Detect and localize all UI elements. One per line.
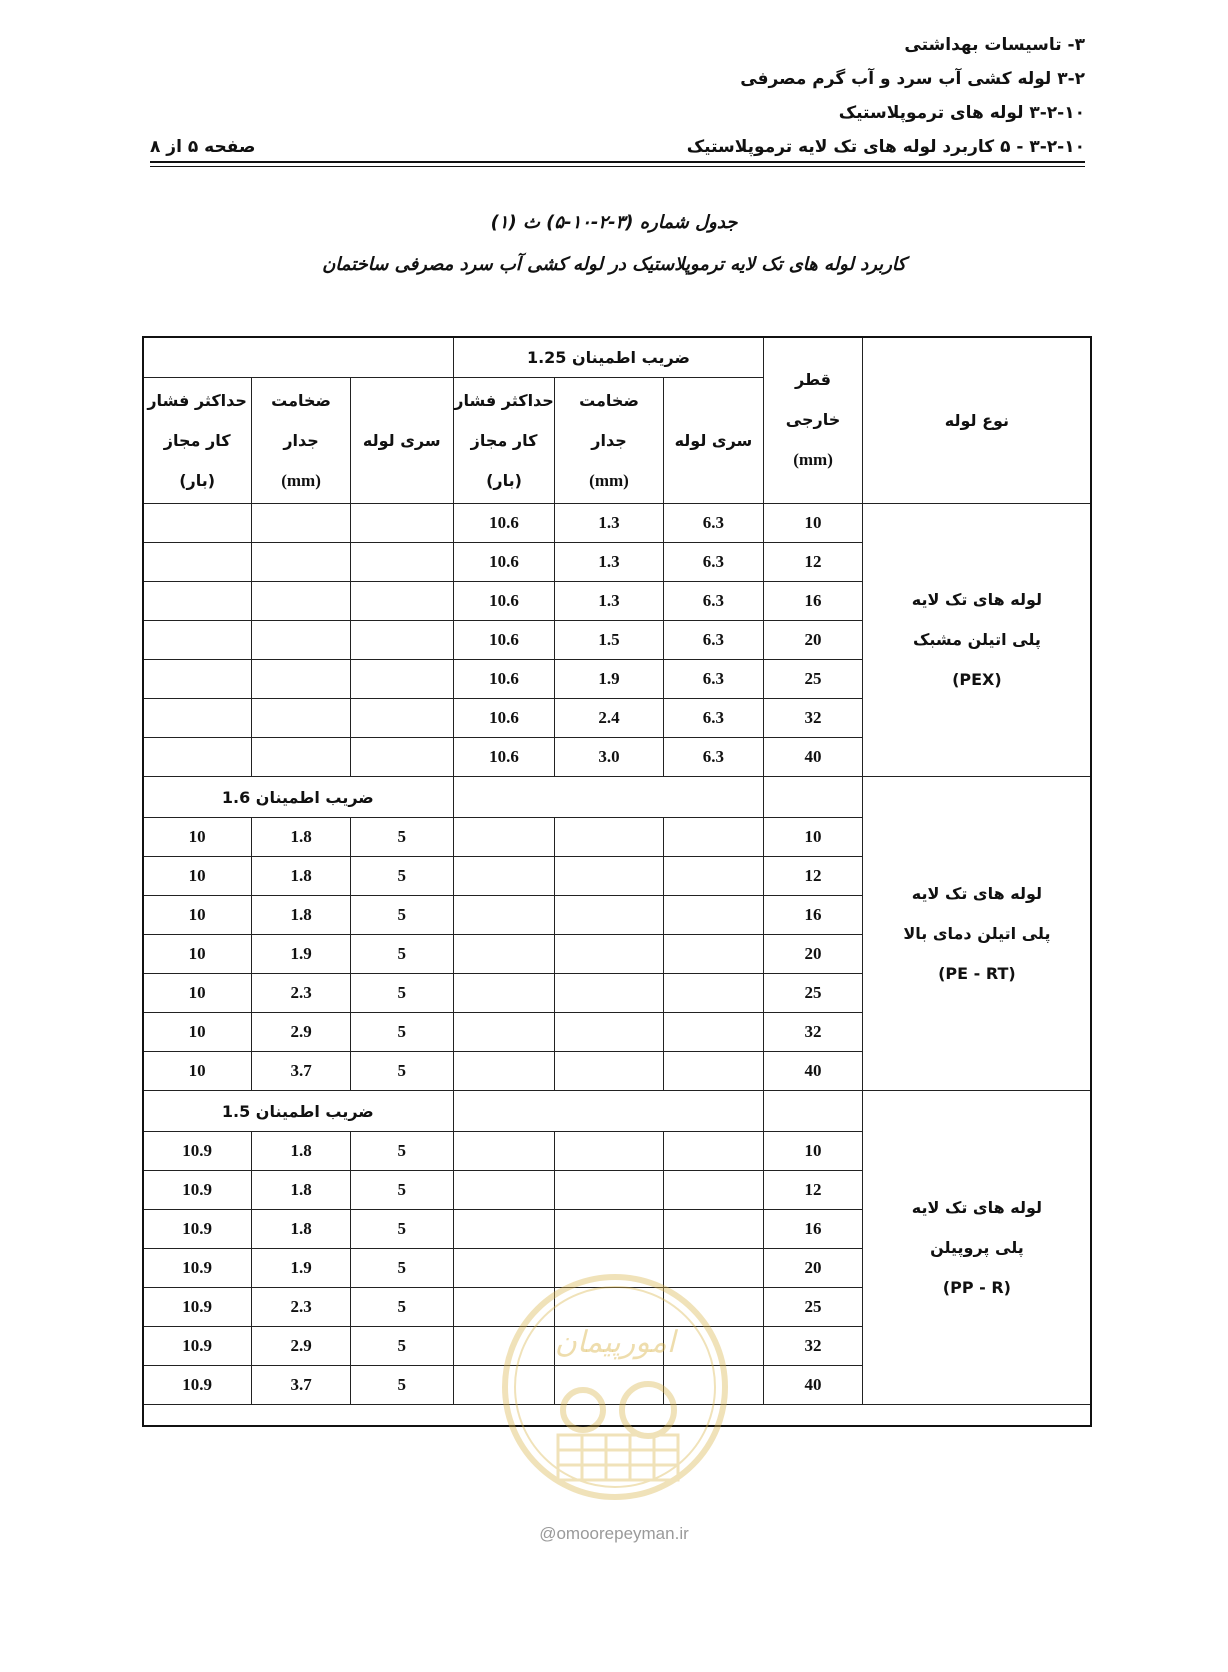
empty-cell (663, 818, 764, 857)
empty-cell (143, 504, 252, 543)
header-thickness-b (252, 378, 351, 504)
pressure-cell: 10 (143, 857, 252, 896)
empty-cell (555, 1210, 663, 1249)
empty-cell (453, 857, 555, 896)
empty-cell (252, 738, 351, 777)
pipe-type-cell (862, 777, 1091, 1091)
pressure-cell: 10.9 (143, 1210, 252, 1249)
series-cell: 5 (350, 1288, 453, 1327)
empty-cell (453, 1091, 764, 1132)
header-line-clause (150, 130, 1085, 164)
thickness-cell: 3.7 (252, 1052, 351, 1091)
header-thickness-a-unit: (mm) (589, 470, 629, 490)
thickness-cell: 1.8 (252, 896, 351, 935)
watermark-gear-left (563, 1390, 603, 1430)
thickness-cell: 2.9 (252, 1327, 351, 1366)
pressure-cell: 10.6 (453, 582, 555, 621)
empty-cell (555, 857, 663, 896)
empty-cell (555, 1171, 663, 1210)
header-thickness-b-unit: (mm) (281, 470, 321, 490)
pressure-cell: 10.6 (453, 543, 555, 582)
header-diameter-line1: قطر (795, 370, 832, 389)
diameter-cell: 25 (764, 1288, 863, 1327)
pressure-cell: 10 (143, 1013, 252, 1052)
series-cell: 5 (350, 1327, 453, 1366)
empty-cell (453, 818, 555, 857)
empty-cell (555, 974, 663, 1013)
pipe-type-line: پلی اتیلن دمای بالا (903, 923, 1051, 943)
pipe-type-line: پلی پروپیلن (930, 1237, 1024, 1257)
series-cell: 5 (350, 857, 453, 896)
diameter-cell: 40 (764, 1366, 863, 1405)
pressure-cell: 10.6 (453, 699, 555, 738)
empty-cell (252, 504, 351, 543)
empty-cell (663, 1132, 764, 1171)
series-cell: 5 (350, 896, 453, 935)
series-cell: 5 (350, 1249, 453, 1288)
diameter-cell: 16 (764, 896, 863, 935)
series-cell: 5 (350, 1013, 453, 1052)
header-pressure-a-l1: حداکثر فشار (454, 390, 554, 410)
header-thickness-a-l1: ضخامت (579, 390, 639, 410)
thickness-cell: 2.9 (252, 1013, 351, 1052)
empty-cell (143, 738, 252, 777)
empty-cell (350, 543, 453, 582)
header-pressure-a-l2: کار مجاز (470, 430, 538, 450)
empty-cell (555, 1132, 663, 1171)
series-cell: 5 (350, 974, 453, 1013)
empty-cell (350, 582, 453, 621)
header-series-a: سری لوله (663, 378, 764, 504)
series-cell: 5 (350, 1052, 453, 1091)
pressure-cell: 10.9 (143, 1366, 252, 1405)
watermark-grid (558, 1435, 678, 1480)
header-rule (150, 161, 1085, 163)
thickness-cell: 1.3 (555, 582, 663, 621)
header-pressure-b-l2: کار مجاز (163, 430, 231, 450)
header-pressure-a-unit: (بار) (486, 470, 522, 490)
empty-cell (350, 738, 453, 777)
diameter-cell: 32 (764, 1327, 863, 1366)
pressure-cell: 10 (143, 1052, 252, 1091)
empty-cell (143, 543, 252, 582)
header-pressure-b-unit: (بار) (179, 470, 216, 490)
empty-cell (350, 699, 453, 738)
pressure-cell: 10.9 (143, 1288, 252, 1327)
empty-cell (453, 974, 555, 1013)
empty-cell (453, 1052, 555, 1091)
header-thickness-b-l2: جدار (283, 430, 319, 450)
table-number: جدول شماره (۳-۲-۱۰-۵) ث (۱) (490, 212, 738, 233)
series-cell: 6.3 (663, 621, 764, 660)
diameter-cell: 40 (764, 738, 863, 777)
header-pipe-type: نوع لوله (862, 337, 1091, 504)
pressure-cell: 10.9 (143, 1132, 252, 1171)
thickness-cell: 1.9 (252, 1249, 351, 1288)
pipe-type-line: پلی اتیلن مشبک (912, 630, 1041, 649)
diameter-cell: 25 (764, 660, 863, 699)
diameter-cell: 10 (764, 1132, 863, 1171)
thickness-cell: 1.9 (555, 660, 663, 699)
series-cell: 5 (350, 1366, 453, 1405)
empty-cell (663, 1013, 764, 1052)
thickness-cell: 1.8 (252, 1210, 351, 1249)
diameter-cell: 20 (764, 1249, 863, 1288)
empty-cell (453, 1210, 555, 1249)
thickness-cell: 1.8 (252, 1171, 351, 1210)
table-title: کاربرد لوله های تک لایه ترموپلاستیک در لوله کشی آب سرد مصرفی ساختمان (322, 254, 906, 275)
empty-cell (555, 896, 663, 935)
pipe-type-cell (862, 1091, 1091, 1405)
empty-cell (143, 699, 252, 738)
page-header (150, 28, 1085, 164)
series-cell: 5 (350, 1210, 453, 1249)
thickness-cell: 3.7 (252, 1366, 351, 1405)
diameter-cell: 16 (764, 582, 863, 621)
empty-cell (252, 699, 351, 738)
diameter-cell: 20 (764, 935, 863, 974)
diameter-cell: 25 (764, 974, 863, 1013)
thickness-cell: 1.3 (555, 504, 663, 543)
safety-factor-row (143, 777, 1092, 818)
empty-cell (453, 777, 764, 818)
header-series-b: سری لوله (350, 378, 453, 504)
thickness-cell: 2.4 (555, 699, 663, 738)
diameter-cell: 12 (764, 1171, 863, 1210)
diameter-cell: 16 (764, 1210, 863, 1249)
empty-cell (350, 621, 453, 660)
empty-cell (663, 974, 764, 1013)
series-cell: 6.3 (663, 738, 764, 777)
diameter-cell: 32 (764, 1013, 863, 1052)
pressure-cell: 10 (143, 974, 252, 1013)
empty-cell (453, 1013, 555, 1052)
pipe-type-line: (PP - R) (942, 1277, 1011, 1297)
series-cell: 6.3 (663, 660, 764, 699)
thickness-cell: 2.3 (252, 974, 351, 1013)
header-line-section: ۳- تاسیسات بهداشتی (904, 35, 1085, 55)
diameter-cell: 12 (764, 857, 863, 896)
watermark-logo (498, 1270, 733, 1505)
series-cell: 6.3 (663, 699, 764, 738)
header-thickness-b-l1: ضخامت (271, 390, 331, 410)
empty-cell (764, 777, 863, 818)
thickness-cell: 1.9 (252, 935, 351, 974)
pipe-type-line: لوله های تک لایه (911, 1197, 1043, 1217)
header-safety-factor: ضریب اطمینان 1.25 (453, 337, 764, 378)
table-row (143, 504, 1092, 543)
pressure-cell: 10 (143, 935, 252, 974)
empty-cell (663, 857, 764, 896)
header-outer-diameter (764, 337, 863, 504)
diameter-cell: 32 (764, 699, 863, 738)
header-rule-thin (150, 166, 1085, 167)
pressure-cell: 10 (143, 896, 252, 935)
safety-factor-label: ضریب اطمینان 1.6 (143, 777, 454, 818)
series-cell: 6.3 (663, 582, 764, 621)
series-cell: 5 (350, 1171, 453, 1210)
watermark-logo-graphic (505, 1277, 725, 1497)
pressure-cell: 10.6 (453, 660, 555, 699)
pressure-cell: 10.6 (453, 504, 555, 543)
empty-cell (764, 1091, 863, 1132)
series-cell: 5 (350, 1132, 453, 1171)
empty-cell (555, 1052, 663, 1091)
diameter-cell: 10 (764, 818, 863, 857)
watermark-logo-text: امورپیمان (554, 1325, 676, 1360)
diameter-cell: 12 (764, 543, 863, 582)
pipe-type-line: (PE - RT) (938, 963, 1016, 983)
empty-cell (252, 621, 351, 660)
series-cell: 6.3 (663, 543, 764, 582)
header-diameter-unit: (mm) (793, 450, 833, 469)
empty-cell (663, 1052, 764, 1091)
empty-cell (555, 935, 663, 974)
page-number: صفحه ۵ از ۸ (150, 137, 256, 157)
header-pressure-a (453, 378, 555, 504)
empty-cell (143, 582, 252, 621)
series-cell: 6.3 (663, 504, 764, 543)
empty-cell (663, 1171, 764, 1210)
pipe-type-line: لوله های تک لایه (911, 590, 1043, 609)
series-cell: 5 (350, 935, 453, 974)
thickness-cell: 2.3 (252, 1288, 351, 1327)
watermark-handle: @omoorepeyman.ir (539, 1524, 689, 1543)
diameter-cell: 10 (764, 504, 863, 543)
empty-cell (453, 1171, 555, 1210)
empty-cell (663, 896, 764, 935)
header-pressure-b (143, 378, 252, 504)
pressure-cell: 10.9 (143, 1249, 252, 1288)
thickness-cell: 3.0 (555, 738, 663, 777)
header-clause-text: ۳-۲-۱۰ - ۵ کاربرد لوله های تک لایه ترموپلاستیک (686, 137, 1085, 157)
watermark-gear-right (622, 1384, 674, 1436)
thickness-cell: 1.5 (555, 621, 663, 660)
thickness-cell: 1.3 (555, 543, 663, 582)
header-empty-top (143, 337, 454, 378)
diameter-cell: 40 (764, 1052, 863, 1091)
pressure-cell: 10 (143, 818, 252, 857)
empty-cell (252, 660, 351, 699)
pipe-type-cell (862, 504, 1091, 777)
pressure-cell: 10.6 (453, 621, 555, 660)
diameter-cell: 20 (764, 621, 863, 660)
header-line-subsection: ۳-۲ لوله کشی آب سرد و آب گرم مصرفی (740, 69, 1085, 89)
series-cell: 5 (350, 818, 453, 857)
header-thickness-a (555, 378, 663, 504)
thickness-cell: 1.8 (252, 818, 351, 857)
header-pressure-b-l1: حداکثر فشار (147, 390, 247, 410)
header-thickness-a-l2: جدار (591, 430, 627, 450)
empty-cell (453, 935, 555, 974)
pressure-cell: 10.6 (453, 738, 555, 777)
empty-cell (453, 1132, 555, 1171)
watermark-inner-ring (515, 1287, 715, 1487)
empty-cell (252, 582, 351, 621)
empty-cell (252, 543, 351, 582)
pipe-type-line: لوله های تک لایه (911, 883, 1043, 903)
thickness-cell: 1.8 (252, 1132, 351, 1171)
pressure-cell: 10.9 (143, 1171, 252, 1210)
safety-factor-row (143, 1091, 1092, 1132)
empty-cell (350, 660, 453, 699)
empty-cell (555, 1013, 663, 1052)
safety-factor-label: ضریب اطمینان 1.5 (143, 1091, 454, 1132)
pressure-cell: 10.9 (143, 1327, 252, 1366)
empty-cell (555, 818, 663, 857)
header-diameter-line2: خارجی (785, 410, 841, 429)
empty-cell (453, 896, 555, 935)
empty-cell (663, 935, 764, 974)
empty-cell (143, 660, 252, 699)
empty-cell (663, 1210, 764, 1249)
empty-cell (350, 504, 453, 543)
pipe-type-line: (PEX) (952, 670, 1002, 689)
pipe-spec-table (142, 336, 1092, 1405)
empty-cell (143, 621, 252, 660)
header-line-topic: ۳-۲-۱۰ لوله های ترموپلاستیک (838, 103, 1085, 123)
thickness-cell: 1.8 (252, 857, 351, 896)
